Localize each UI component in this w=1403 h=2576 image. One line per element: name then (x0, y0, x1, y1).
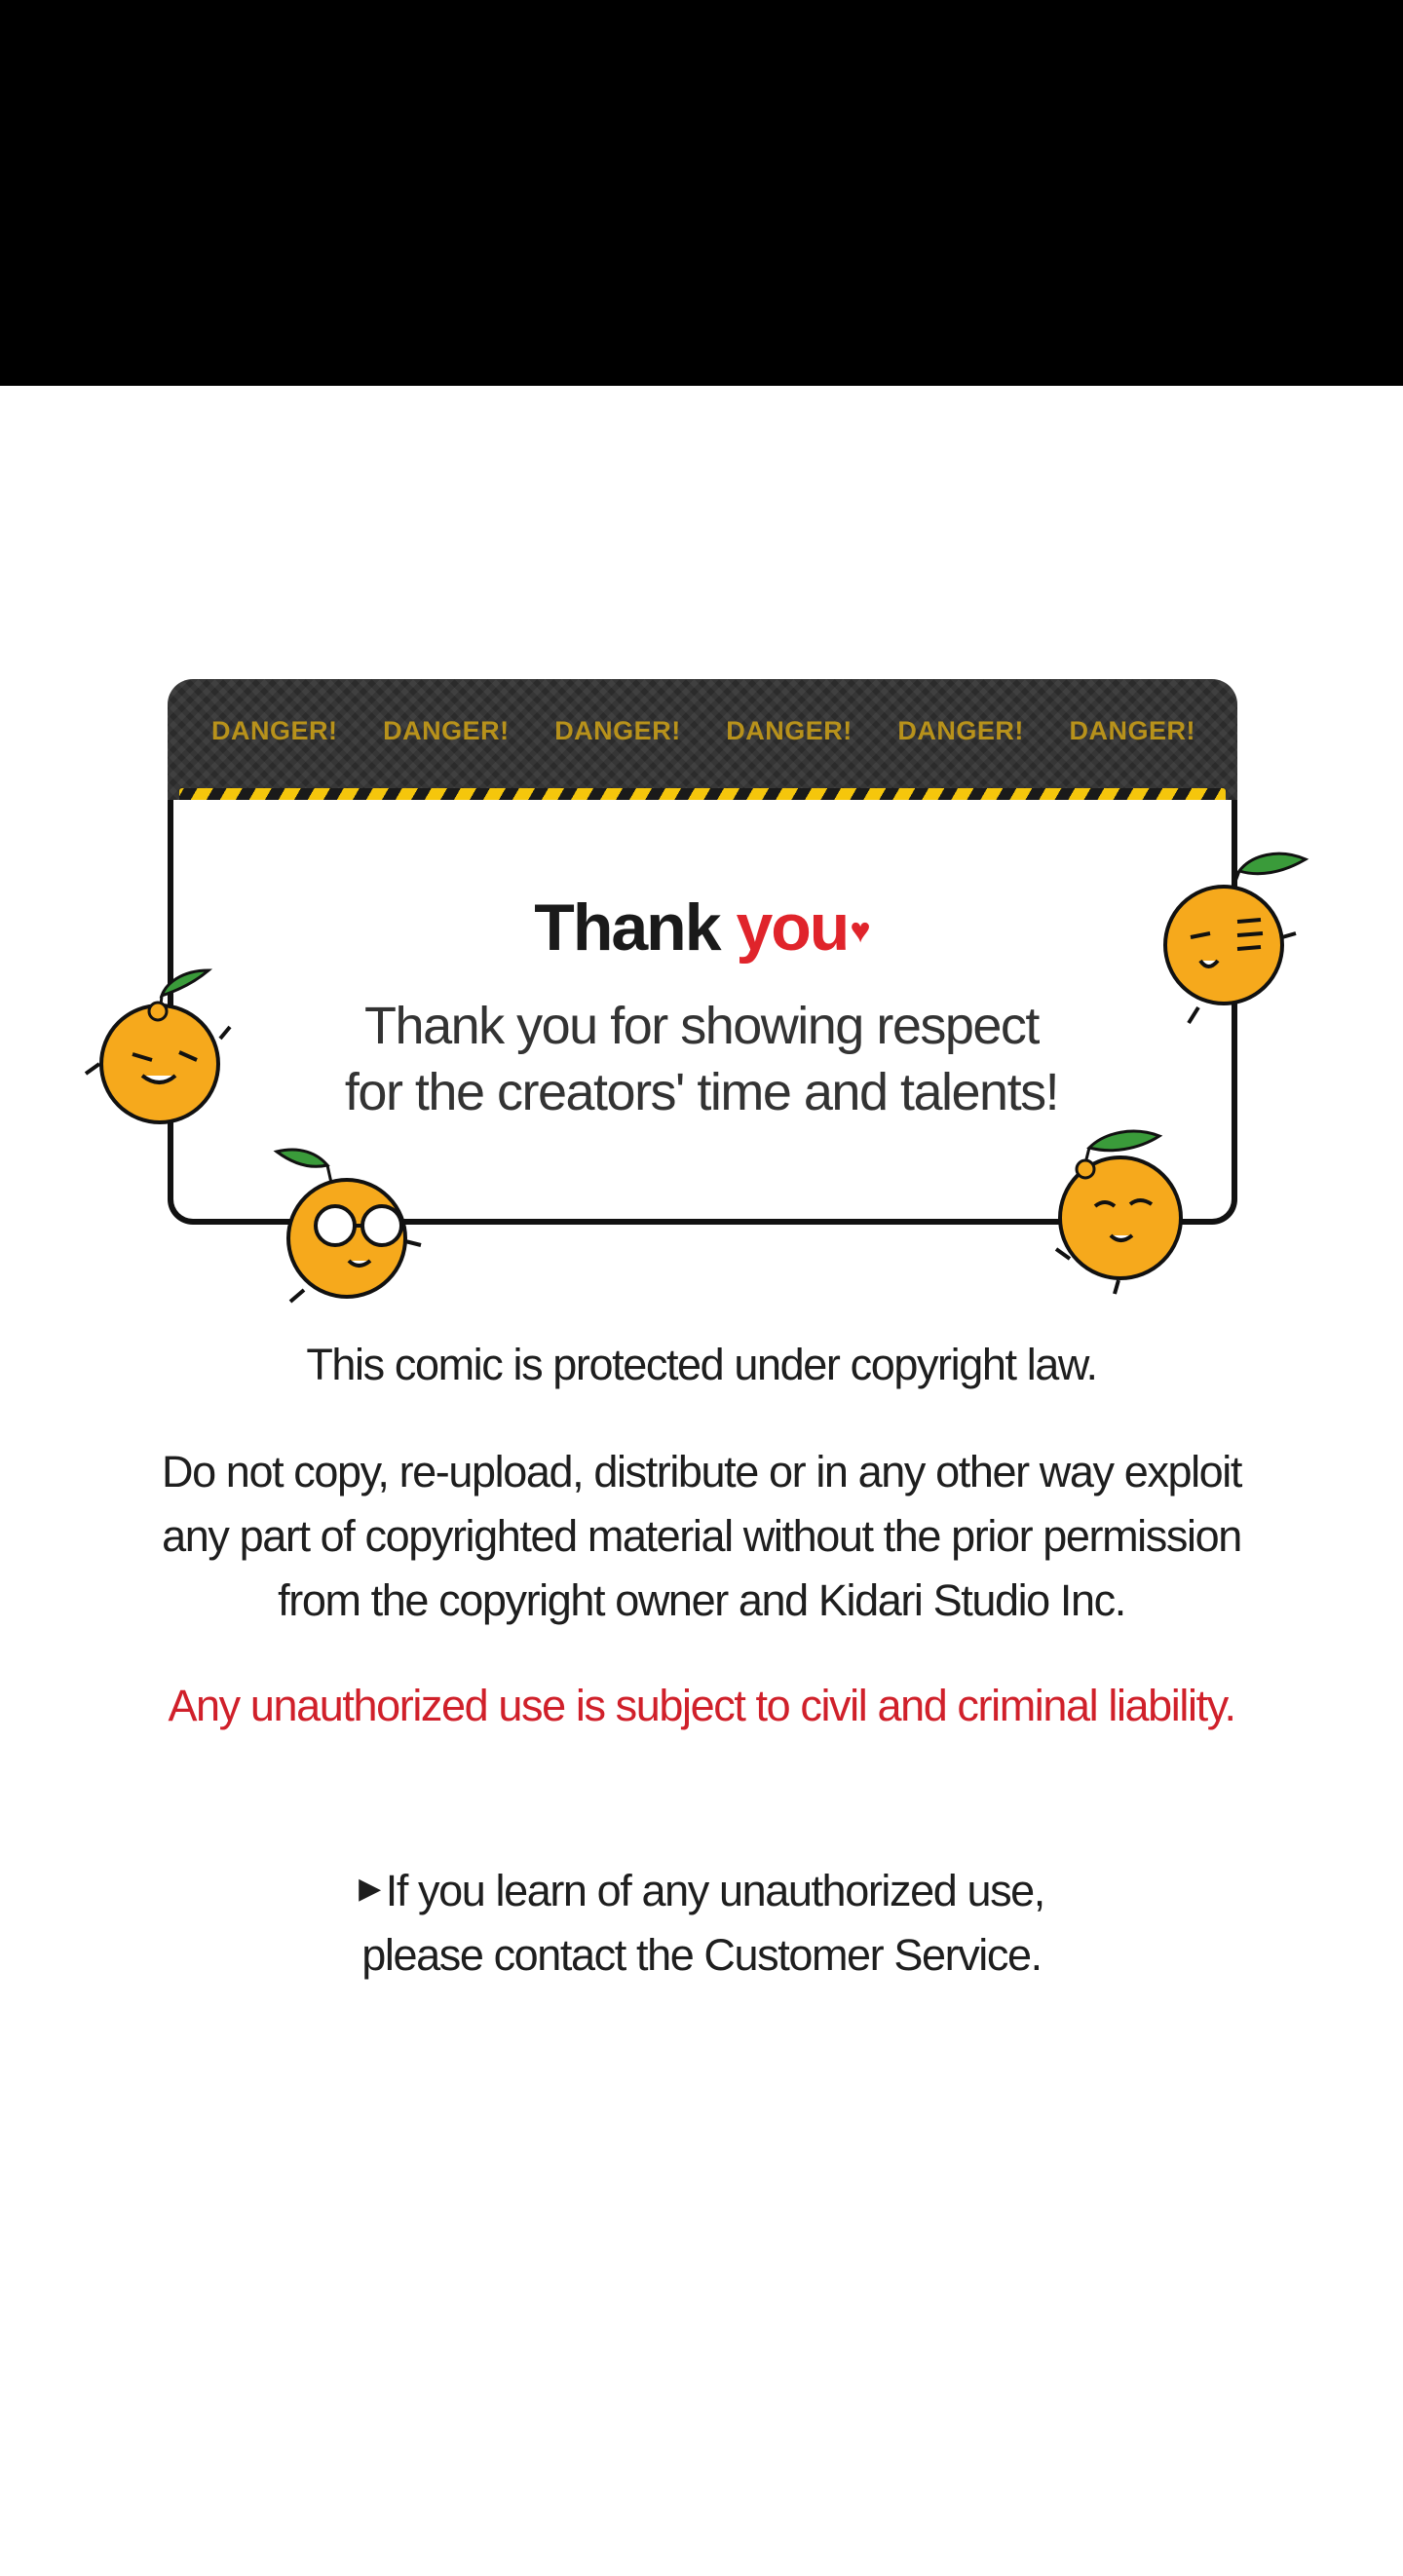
danger-label: DANGER! (726, 716, 853, 745)
title-thank: Thank (534, 890, 720, 965)
danger-label: DANGER! (554, 716, 681, 745)
warning-line-2: any part of copyrighted material without the prior permission (162, 1511, 1241, 1561)
danger-labels (211, 716, 1195, 746)
report-line-2: please contact the Customer Service. (361, 1930, 1042, 1980)
orange-mascot-left-icon (78, 959, 244, 1144)
warning-line-3: from the copyright owner and Kidari Studio Inc. (278, 1575, 1125, 1625)
warning-line-1: Do not copy, re-upload, distribute or in any other way exploit (161, 1447, 1241, 1496)
copyright-notice: This comic is protected under copyright law. (306, 1340, 1097, 1389)
thanks-message-line-1: Thank you for showing respect (364, 997, 1039, 1055)
report-line-1 (0, 1866, 1403, 1915)
orange-mascot-right-top-icon (1150, 844, 1335, 1029)
danger-label: DANGER! (383, 716, 510, 745)
report-text-1: If you learn of any unauthorized use, (385, 1866, 1044, 1915)
top-black-bar (0, 0, 1403, 386)
orange-mascot-glasses-icon (240, 1136, 425, 1311)
liability-notice: Any unauthorized use is subject to civil and criminal liability. (168, 1681, 1235, 1730)
danger-label: DANGER! (211, 716, 338, 745)
arrow-right-icon: ▶ (359, 1873, 380, 1905)
heart-icon: ♥ (850, 910, 869, 950)
danger-header (168, 679, 1237, 806)
danger-label: DANGER! (1069, 716, 1195, 745)
danger-label: DANGER! (897, 716, 1024, 745)
orange-mascot-right-bottom-icon (1050, 1113, 1216, 1298)
thanks-message-line-2: for the creators' time and talents! (344, 1063, 1059, 1121)
title-you: you (736, 890, 849, 965)
